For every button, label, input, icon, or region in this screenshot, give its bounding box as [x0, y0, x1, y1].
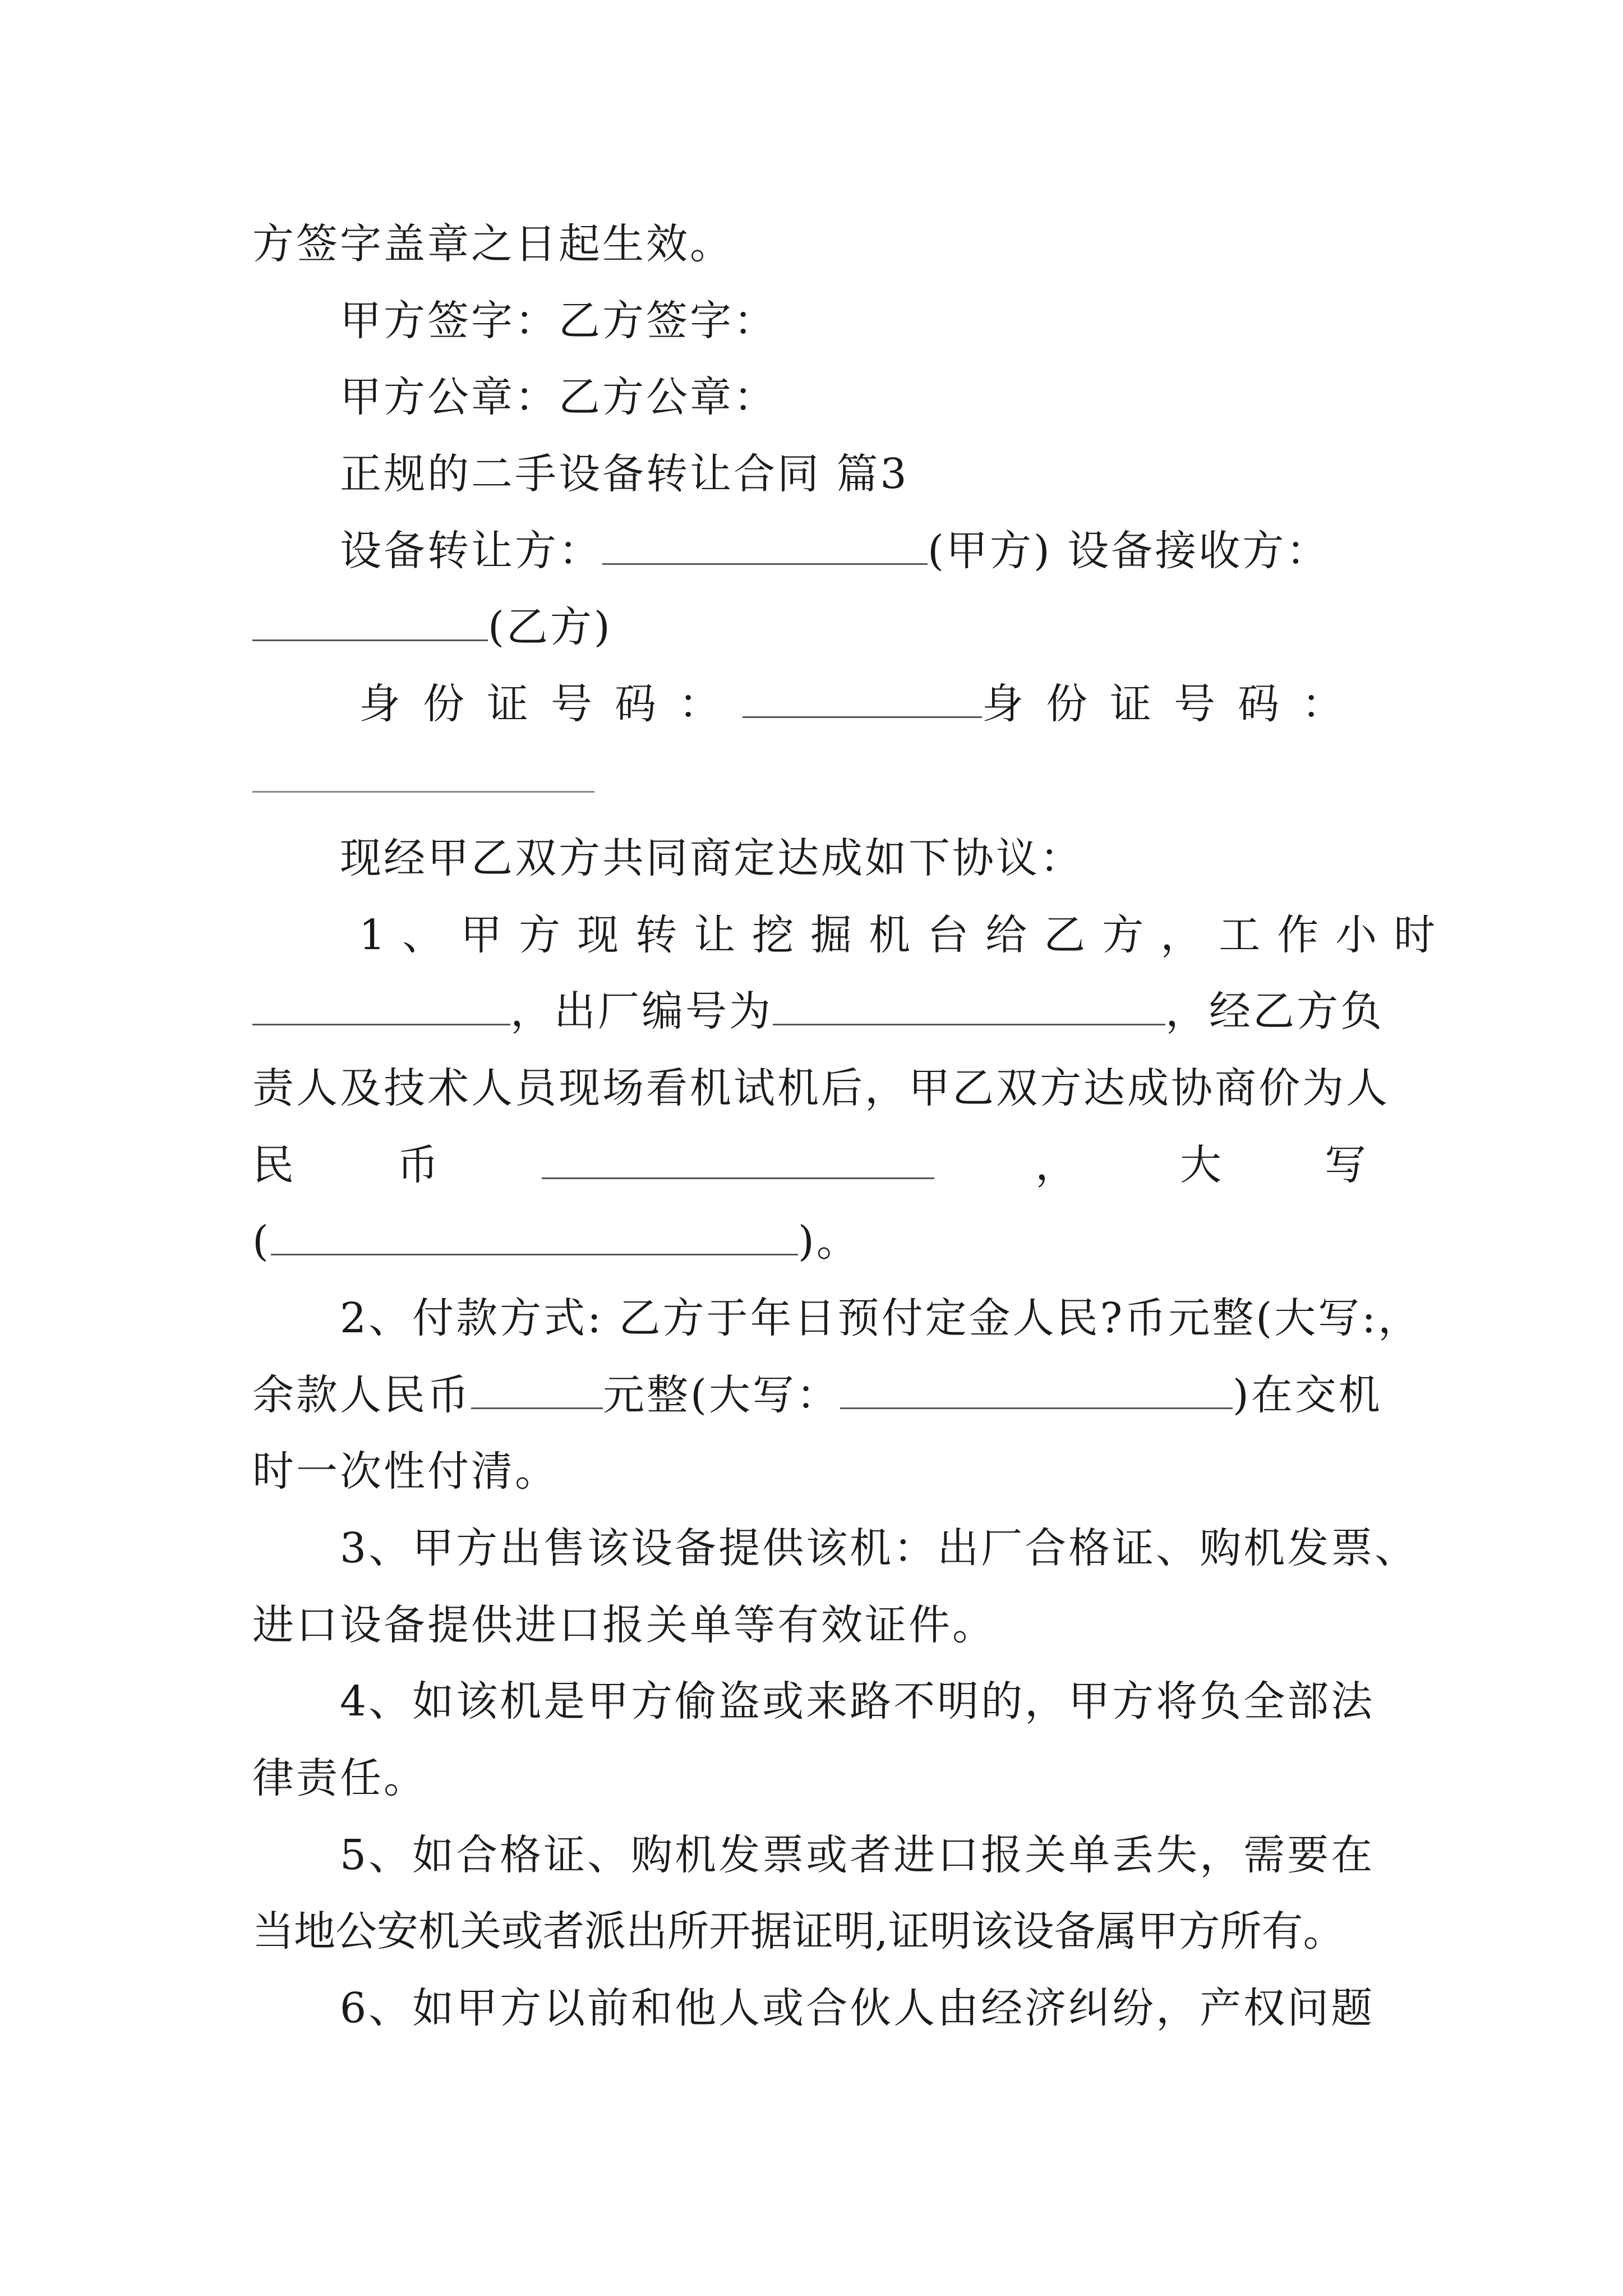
text-line: [252, 1367, 1385, 1423]
id-number-line: [359, 676, 1366, 732]
fill-in-blank: [840, 1367, 1233, 1409]
clause-1: [359, 907, 1453, 963]
label: 写: [1325, 1141, 1368, 1189]
label: 大: [1180, 1141, 1224, 1189]
label: 身份证号码：: [982, 680, 1366, 728]
label: ，: [1035, 1141, 1079, 1189]
text-line: [252, 983, 1385, 1039]
label: 币: [397, 1141, 441, 1189]
label: ，出厂编号为: [510, 987, 773, 1036]
fill-in-blank: [271, 1213, 798, 1255]
clause-text: 1、甲方现转让挖掘机台给乙方，工作小时: [359, 911, 1453, 959]
text-line: 时一次性付清。: [252, 1447, 559, 1496]
clause-2: 2、付款方式: 乙方于年日预付定金人民?币元整(大写:，: [340, 1294, 1422, 1342]
fill-in-blank: [773, 983, 1165, 1025]
fill-in-blank: [252, 983, 510, 1025]
label: )。: [797, 1217, 860, 1266]
transferor-line: [340, 523, 1385, 579]
label: 设备转让方：: [340, 527, 602, 575]
label: )在交机: [1232, 1371, 1382, 1419]
label: 身份证号码：: [359, 680, 743, 728]
fill-in-blank: [542, 1137, 934, 1179]
clause-6: 6、如甲方以前和他人或合伙人由经济纠纷，产权问题: [340, 1984, 1375, 2032]
label: (甲方) 设备接收方：: [928, 527, 1330, 575]
label: (乙方): [488, 603, 612, 651]
text-line: 甲方公章：乙方公章：: [340, 373, 777, 421]
text-line: 现经甲乙双方共同商定达成如下协议：: [340, 834, 1083, 882]
clause-5: 5、如合格证、购机发票或者进口报关单丢失，需要在: [340, 1831, 1375, 1879]
price-line: [252, 1137, 1368, 1193]
text-line: 甲方签字：乙方签字：: [340, 297, 777, 345]
text-line: 责人及技术人员现场看机试机后，甲乙双方达成协商价为人: [252, 1064, 1390, 1112]
receiver-line: [252, 599, 1385, 655]
label: 民: [252, 1141, 296, 1189]
text-line: 律责任。: [252, 1754, 427, 1802]
section-heading: 正规的二手设备转让合同 篇3: [340, 450, 909, 498]
text-line: 当地公安机关或者派出所开据证明,证明该设备属甲方所有。: [252, 1907, 1345, 1955]
text-line: 进口设备提供进口报关单等有效证件。: [252, 1601, 996, 1649]
clause-4: 4、如该机是甲方偷盗或来路不明的，甲方将负全部法: [340, 1677, 1375, 1726]
fill-in-blank: [252, 791, 594, 793]
text-line: [252, 1213, 1385, 1269]
label: 余款人民币: [252, 1371, 471, 1419]
label: 元整(大写：: [603, 1371, 840, 1419]
fill-in-blank: [602, 523, 928, 565]
label: ，经乙方负: [1165, 987, 1384, 1036]
fill-in-blank: [252, 599, 488, 641]
text-line: 方签字盖章之日起生效。: [252, 220, 734, 268]
label: (: [252, 1217, 271, 1266]
fill-in-blank: [743, 676, 982, 718]
clause-3: 3、甲方出售该设备提供该机：出厂合格证、购机发票、: [340, 1524, 1419, 1572]
fill-in-blank: [471, 1367, 603, 1409]
